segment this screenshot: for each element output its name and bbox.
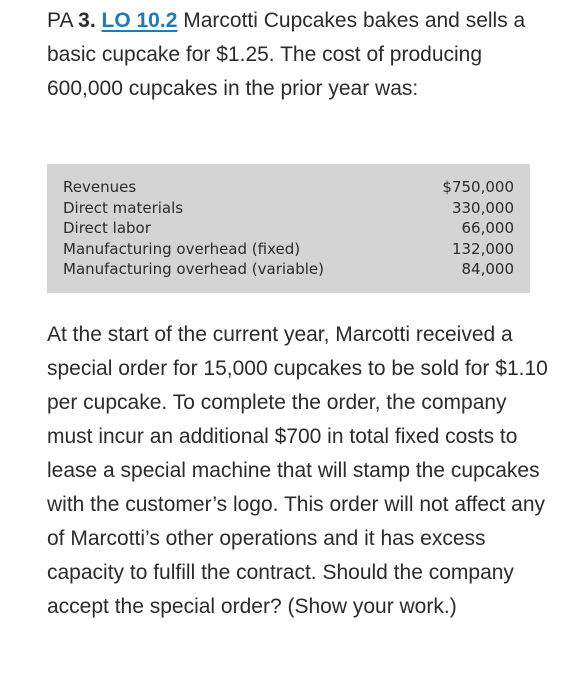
cost-label: Revenues bbox=[63, 178, 137, 196]
cost-amount: 66,000 bbox=[461, 219, 514, 237]
cost-amount: 84,000 bbox=[461, 260, 514, 278]
special-order-text: At the start of the current year, Marcotti received a special order for 15,000 cupcakes to be sold for $1.10 per cupcake. To complete the order, the company must incur an additional $700 in total fixed costs to lease a special machine that will stamp the cupcakes with the customer’s logo. This order will not affect any of Marcotti’s other operations and it has excess capacity to fulfill the contract. Should the company accept the special order? (Show your work.) bbox=[47, 323, 548, 618]
learning-objective-link[interactable]: LO 10.2 bbox=[101, 9, 178, 32]
problem-statement bbox=[47, 4, 547, 106]
cost-label: Manufacturing overhead (variable) bbox=[63, 260, 325, 278]
cost-table bbox=[47, 164, 530, 293]
cost-row-overhead-variable bbox=[63, 259, 514, 280]
cost-row-revenues bbox=[63, 177, 514, 198]
problem-intro-text: Marcotti Cupcakes bakes and sells a basic cupcake for $1.25. The cost of producing 600,000 cupcakes in the prior year was: bbox=[47, 9, 526, 100]
cost-amount: $750,000 bbox=[442, 178, 514, 196]
problem-prefix: PA bbox=[47, 9, 73, 32]
cost-row-direct-materials bbox=[63, 198, 514, 219]
cost-row-direct-labor bbox=[63, 218, 514, 239]
cost-amount: 330,000 bbox=[451, 198, 514, 217]
cost-label: Manufacturing overhead (fixed) bbox=[63, 239, 301, 258]
problem-number: 3. bbox=[78, 9, 96, 32]
problem-intro bbox=[47, 4, 547, 106]
cost-amount: 132,000 bbox=[451, 239, 514, 258]
cost-row-overhead-fixed bbox=[63, 239, 514, 260]
cost-label: Direct labor bbox=[63, 219, 151, 237]
cost-label: Direct materials bbox=[63, 198, 184, 217]
